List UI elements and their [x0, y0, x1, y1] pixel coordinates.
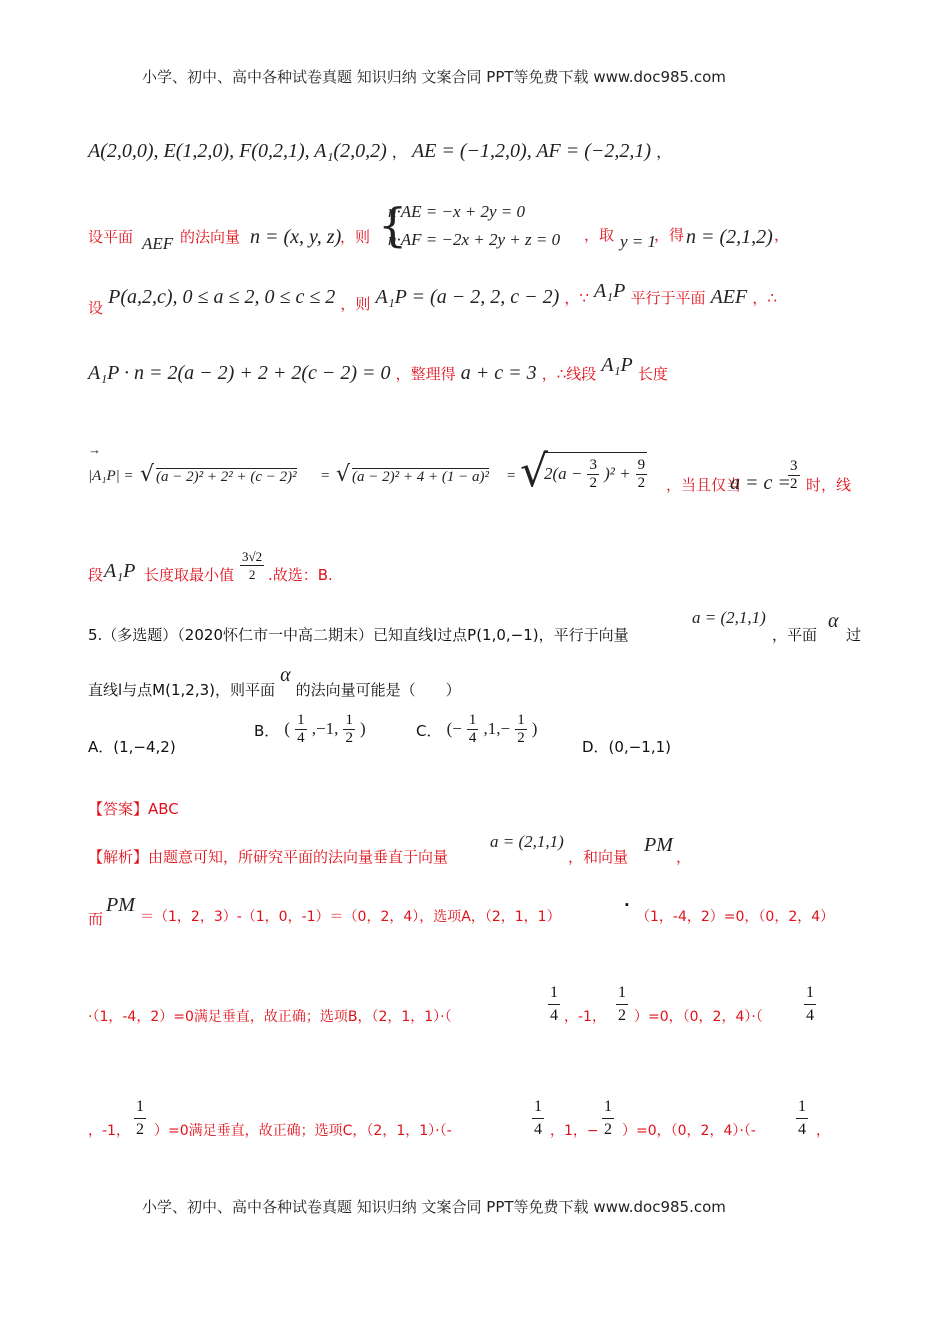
question-5-line-1	[88, 608, 868, 648]
denominator: 2	[589, 475, 597, 491]
option-label: B．	[254, 722, 280, 740]
vector-pm: PM	[644, 834, 673, 856]
comma: ，	[774, 226, 790, 244]
dot-product-equation: A₁P · n = 2(a − 2) + 2 + 2(c − 2) = 0	[88, 362, 391, 384]
analysis-text: ＝（1，2，3）-（1，0，-1）＝（0，2，4），选项A，（2，1，1）	[140, 909, 561, 925]
y-value: y = 1	[620, 232, 657, 251]
option-c	[416, 712, 537, 747]
length-text: 长度	[637, 365, 668, 383]
numerator: 1	[804, 982, 816, 1005]
fraction	[532, 1096, 544, 1141]
plane-name: AEF	[710, 286, 748, 308]
system-equation-2: n·AF = −2x + 2y + z = 0	[388, 230, 561, 249]
condition: a = c =	[730, 472, 791, 494]
fraction	[134, 1096, 146, 1141]
denominator: 2	[517, 730, 525, 746]
option-b	[254, 712, 366, 747]
fraction	[295, 712, 307, 747]
numerator: 1	[616, 982, 628, 1005]
numerator: 3	[589, 457, 597, 473]
numerator: 1	[548, 982, 560, 1005]
fraction-three-halves	[788, 458, 800, 493]
numerator: 3√2	[242, 549, 263, 564]
comma: ，	[391, 143, 407, 161]
normal-result: n = (2,1,2)	[686, 226, 773, 248]
vector-a1p: A₁P	[601, 354, 633, 376]
sqrt-expression-1: (a − 2)² + 2² + (c − 2)²	[156, 469, 297, 485]
numerator: 1	[796, 1096, 808, 1119]
comma: ，	[656, 143, 672, 161]
fraction	[548, 982, 560, 1027]
denominator: 2	[618, 1007, 626, 1024]
plane-text: ，平面	[772, 626, 818, 644]
vector-a1p: A₁P	[593, 280, 626, 302]
option-middle: ,−1,	[311, 719, 339, 738]
numerator: 1	[602, 1096, 614, 1119]
and-text: ，和向量	[568, 848, 629, 866]
question-text: 直线l与点M(1,2,3)，则平面	[88, 681, 275, 699]
analysis-text: ）=0满足垂直，故正确；选项C，（2，1，1）·（-	[154, 1123, 452, 1139]
because-text: ，∵	[564, 289, 589, 307]
fraction	[467, 712, 479, 747]
length-left: |A₁P| =	[88, 468, 134, 484]
denominator: 2	[637, 475, 646, 491]
answer-text: .故选：B.	[268, 566, 333, 584]
segment-char: 段	[88, 566, 104, 584]
denominator: 2	[604, 1121, 612, 1138]
fraction	[804, 982, 816, 1027]
sqrt-expression-3	[544, 452, 647, 492]
vector-a: a = (2,1,1)	[490, 832, 564, 851]
sqrt-icon: √	[336, 462, 351, 487]
parallel-text: 平行于平面	[630, 289, 706, 307]
analysis-line-3	[88, 976, 868, 1036]
denominator: 4	[468, 730, 477, 746]
equals-sign: =	[506, 468, 517, 484]
vector-a1p: A₁P	[104, 560, 136, 582]
analysis-text: （1，-4，2）=0，（0，2，4）	[636, 909, 835, 925]
sum-result: a + c = 3	[460, 362, 537, 384]
analysis-line-1	[88, 830, 868, 870]
sqrt3-right: )² +	[604, 464, 631, 483]
fraction	[515, 712, 527, 747]
denominator: 2	[248, 567, 256, 582]
fraction	[602, 1096, 614, 1141]
therefore-text: ，∴	[752, 289, 777, 307]
pass-text: 过	[846, 626, 862, 644]
comma: ，	[676, 848, 692, 866]
fraction-min-value	[240, 548, 264, 583]
page-footer: 小学、初中、高中各种试卷真题 知识归纳 文案合同 PPT等免费下载 www.doc985.com	[142, 1198, 726, 1216]
numerator: 1	[468, 712, 477, 728]
numerator: 1	[517, 712, 525, 728]
numerator: 9	[637, 457, 646, 473]
denominator: 4	[297, 730, 305, 746]
option-a: A．(1,−4,2)	[88, 738, 176, 756]
vector-pm: PM	[106, 894, 135, 916]
fraction	[796, 1096, 808, 1141]
comma: ，	[816, 1123, 830, 1139]
analysis-text: ，1，−	[550, 1123, 599, 1139]
point-coordinates: A(2,0,0), E(1,2,0), F(0,2,1), A₁(2,0,2)	[88, 140, 387, 162]
system-brace: {	[378, 198, 408, 252]
plane-name: AEF	[142, 234, 174, 253]
simplify-text: ，整理得	[395, 365, 456, 383]
numerator: 3	[790, 458, 798, 474]
when-text: ，当且仅当	[666, 476, 742, 494]
min-label: 长度取最小值	[144, 566, 235, 584]
question-text: 5.（多选题）（2020怀仁市一中高二期末）已知直线l过点P(1,0,−1)，平行于向量	[88, 626, 629, 644]
segment-text: ，∴线段	[541, 365, 597, 383]
numerator: 1	[345, 712, 353, 728]
numerator: 1	[532, 1096, 544, 1119]
analysis-text: ）=0，（0，2，4）·（-	[622, 1123, 756, 1139]
answer-label: 【答案】ABC	[88, 800, 179, 818]
analysis-label: 【解析】由题意可知，所研究平面的法向量垂直于向量	[88, 848, 449, 866]
equals-sign: =	[320, 468, 331, 484]
sqrt-icon: √	[520, 446, 549, 497]
denominator: 4	[550, 1007, 558, 1024]
option-label: C．	[416, 722, 442, 740]
take-text: ，取	[584, 226, 615, 244]
paren: )	[360, 719, 366, 738]
alpha-symbol: α	[828, 610, 839, 632]
set-plane-text: 设平面	[88, 228, 134, 246]
then-text: ，则	[340, 228, 371, 246]
point-p: P(a,2,c), 0 ≤ a ≤ 2, 0 ≤ c ≤ 2	[108, 286, 336, 308]
fraction	[616, 982, 628, 1027]
numerator: 1	[134, 1096, 146, 1119]
alpha-symbol: α	[280, 664, 291, 686]
point-p-line	[88, 280, 777, 317]
vector-a: a = (2,1,1)	[692, 608, 766, 627]
analysis-text: ·（1，-4，2）=0满足垂直，故正确；选项B，（2，1，1）·（	[88, 1009, 452, 1025]
denominator: 2	[345, 730, 353, 746]
dot-product-line	[88, 354, 668, 385]
coordinates-line	[88, 140, 671, 163]
length-formula-line	[88, 442, 868, 508]
tail-text: 时，线	[806, 476, 852, 494]
get-text: ，得	[654, 226, 685, 244]
analysis-line-4	[88, 1090, 868, 1150]
fraction-nine-halves	[636, 457, 648, 492]
question-5-line-2	[88, 664, 461, 699]
analysis-text: ，-1，	[88, 1123, 130, 1139]
denominator: 4	[534, 1121, 542, 1138]
sqrt-expression-2: (a − 2)² + 4 + (1 − a)²	[352, 469, 489, 485]
set-text: 设	[88, 299, 104, 317]
option-middle: ,1,−	[483, 719, 511, 738]
analysis-text: ）=0，（0，2，4）·（	[634, 1009, 763, 1025]
dot-operator: ·	[624, 896, 630, 914]
paren: (	[284, 719, 291, 738]
options-row	[88, 708, 868, 758]
option-d: D．(0,−1,1)	[582, 738, 671, 756]
numerator: 1	[297, 712, 305, 728]
system-equation-1: n·AE = −x + 2y = 0	[388, 202, 525, 221]
page-header: 小学、初中、高中各种试卷真题 知识归纳 文案合同 PPT等免费下载 www.doc985.com	[142, 68, 726, 86]
vectors-ae-af: AE = (−1,2,0), AF = (−2,2,1)	[411, 140, 652, 162]
denominator: 2	[790, 476, 798, 492]
denominator: 4	[798, 1121, 806, 1138]
analysis-text: ，-1，	[564, 1009, 606, 1025]
then-text: ，则	[340, 295, 371, 313]
denominator: 2	[136, 1121, 144, 1138]
question-text: 的法向量可能是（ ）	[295, 681, 461, 699]
paren: (−	[446, 719, 462, 738]
vector-a1p: A₁P = (a − 2, 2, c − 2)	[375, 286, 560, 308]
normal-equation: n = (x, y, z)	[250, 226, 342, 248]
sqrt-icon: √	[140, 462, 155, 487]
paren: )	[531, 719, 538, 738]
normal-label: 的法向量	[180, 228, 241, 246]
denominator: 4	[806, 1007, 814, 1024]
fraction	[343, 712, 355, 747]
prefix-text: 而	[88, 910, 104, 928]
sqrt3-left: 2(a −	[544, 464, 583, 483]
analysis-line-2	[88, 894, 868, 934]
fraction-three-halves	[587, 457, 599, 492]
vector-arrow: →	[88, 442, 101, 457]
